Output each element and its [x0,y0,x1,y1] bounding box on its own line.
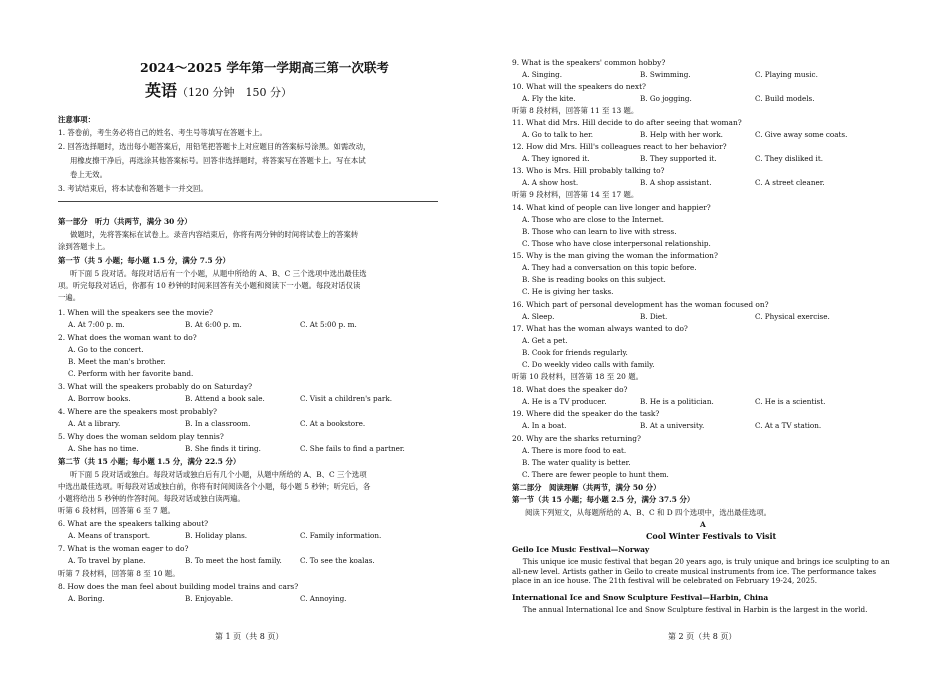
festival-title: Geilo Ice Music Festival—Norway [512,545,650,554]
festival-title: International Ice and Snow Sculpture Festival—Harbin, China [512,593,769,602]
part2-heading: 第二部分 阅读理解（共两节，满分 50 分） [512,483,661,492]
option-b: B. She finds it tiring. [185,444,261,453]
section2-intro: 小题将给出 5 秒钟的作答时间。每段对话或独白读两遍。 [58,494,245,503]
option-a: A. She has no time. [68,444,139,453]
question-stem: 13. Who is Mrs. Hill probably talking to? [512,166,665,175]
question-stem: 19. Where did the speaker do the task? [512,409,660,418]
question-stem: 3. What will the speakers probably do on Saturday? [58,382,253,391]
question-stem: 20. Why are the sharks returning? [512,434,641,443]
material-note: 听第 10 段材料，回答第 18 至 20 题。 [512,372,643,381]
option-b: B. Holiday plans. [185,531,248,540]
option-a: A. Singing. [522,70,563,79]
festival-text: This unique ice music festival that began 20 years ago, is truly unique and brings ice sculpting to an all-new level. Artists gather in Geilo to create musical instruments from ice. The performance takes place in an ice house. The 21th festival will be celebrated on February 19-24, 2025. [512,557,890,586]
question-stem: 1. When will the speakers see the movie? [58,308,213,317]
option-c: C. At a TV station. [755,421,822,430]
question-stem: 6. What are the speakers talking about? [58,519,209,528]
option-c: C. There are fewer people to hunt them. [522,470,669,479]
note-item: 用橡皮擦干净后，再选涂其他答案标号。回答非选择题时，将答案写在答题卡上。写在本试 [70,156,366,165]
question-stem: 10. What will the speakers do next? [512,82,646,91]
option-a: A. Borrow books. [68,394,131,403]
page-footer-2: 第 2 页（共 8 页） [668,632,737,641]
option-a: A. At 7:00 p. m. [68,320,125,329]
option-a: A. In a boat. [522,421,567,430]
option-a: A. Sleep. [522,312,555,321]
option-a: A. They ignored it. [522,154,590,163]
option-c: C. He is giving her tasks. [522,287,614,296]
option-b: B. Help with her work. [640,130,723,139]
option-a: A. At a library. [68,419,121,428]
option-b: B. To meet the host family. [185,556,282,565]
option-c: C. Playing music. [755,70,818,79]
option-a: A. Boring. [68,594,105,603]
option-b: B. Meet the man's brother. [68,357,166,366]
section1-intro: 项。听完每段对话后，你都有 10 秒钟的时间来回答有关小题和阅读下一小题。每段对话仅读 [58,281,361,290]
question-stem: 8. How does the man feel about building model trains and cars? [58,582,299,591]
option-a: A. They had a conversation on this topic before. [522,263,697,272]
option-a: A. Go to talk to her. [522,130,594,139]
section2-intro: 听下面 5 段对话或独白。每段对话或独白后有几个小题，从题中所给的 A、B、C 三个选项 [70,470,367,479]
option-b: B. She is reading books on this subject. [522,275,666,284]
option-a: A. Means of transport. [68,531,150,540]
question-stem: 12. How did Mrs. Hill's colleagues react to her behavior? [512,142,727,151]
question-stem: 9. What is the speakers' common hobby? [512,58,666,67]
material-note: 听第 9 段材料，回答第 14 至 17 题。 [512,190,639,199]
material-note: 听第 8 段材料，回答第 11 至 13 题。 [512,106,639,115]
option-b: B. In a classroom. [185,419,251,428]
passage-letter: A [700,520,706,529]
part2-intro: 阅读下列短文，从每题所给的 A、B、C 和 D 四个选项中，选出最佳选项。 [525,508,772,517]
option-a: A. Get a pet. [522,336,568,345]
option-a: A. To travel by plane. [68,556,146,565]
note-item: 1. 答卷前，考生务必将自己的姓名、考生号等填写在答题卡上。 [58,128,267,137]
note-item: 3. 考试结束后，将本试卷和答题卡一并交回。 [58,184,208,193]
divider [58,201,438,202]
note-item: 2. 回答选择题时，选出每小题答案后，用铅笔把答题卡上对应题目的答案标号涂黑。如需改动， [58,142,371,151]
question-stem: 18. What does the speaker do? [512,385,628,394]
subject-name: 英语 [145,81,178,100]
part1-intro: 涂到答题卡上。 [58,242,110,251]
option-c: C. At 5:00 p. m. [300,320,357,329]
option-c: C. They disliked it. [755,154,823,163]
exam-title: 2024～2025 学年第一学期高三第一次联考 [140,60,389,75]
option-b: B. He is a politician. [640,397,714,406]
option-c: C. Build models. [755,94,815,103]
option-a: A. He is a TV producer. [522,397,607,406]
section1-heading: 第一节（共 5 小题；每小题 1.5 分，满分 7.5 分） [58,256,230,265]
option-a: A. Fly the kite. [522,94,576,103]
option-c: C. Family information. [300,531,382,540]
option-b: B. At a university. [640,421,705,430]
part2-section1-heading: 第一节（共 15 小题；每小题 2.5 分，满分 37.5 分） [512,495,695,504]
option-c: C. Perform with her favorite band. [68,369,194,378]
option-b: B. Swimming. [640,70,691,79]
section2-intro: 中选出最佳选项。听每段对话或独白前，你将有时间阅读各个小题，每小题 5 秒钟；听完后，各 [58,482,371,491]
section1-intro: 听下面 5 段对话。每段对话后有一个小题，从题中所给的 A、B、C 三个选项中选出最佳选 [70,269,367,278]
option-b: B. Cook for friends regularly. [522,348,628,357]
option-b: B. They supported it. [640,154,717,163]
passage-title: Cool Winter Festivals to Visit [646,531,777,541]
section2-heading: 第二节（共 15 小题；每小题 1.5 分，满分 22.5 分） [58,457,241,466]
page-footer-1: 第 1 页（共 8 页） [215,632,284,641]
option-c: C. Visit a children's park. [300,394,392,403]
option-c: C. Do weekly video calls with family. [522,360,655,369]
option-a: A. Go to the concert. [68,345,144,354]
festival-text: The annual International Ice and Snow Sculpture festival in Harbin is the largest in the world. [522,605,868,614]
option-c: C. Those who have close interpersonal relationship. [522,239,711,248]
option-c: C. At a bookstore. [300,419,366,428]
question-stem: 7. What is the woman eager to do? [58,544,189,553]
option-b: B. A shop assistant. [640,178,712,187]
subject-title [145,78,292,101]
question-stem: 11. What did Mrs. Hill decide to do after seeing that woman? [512,118,742,127]
option-b: B. The water quality is better. [522,458,631,467]
option-b: B. Enjoyable. [185,594,234,603]
option-b: B. Go jogging. [640,94,692,103]
question-stem: 16. Which part of personal development has the woman focused on? [512,300,769,309]
question-stem: 2. What does the woman want to do? [58,333,197,342]
question-stem: 4. Where are the speakers most probably? [58,407,217,416]
option-a: A. A show host. [522,178,579,187]
part1-intro: 做题时，先将答案标在试卷上。录音内容结束后，你将有两分钟的时间将试卷上的答案转 [70,230,359,239]
option-c: C. A street cleaner. [755,178,825,187]
subject-meta: （120 分钟 150 分） [177,86,292,99]
question-stem: 17. What has the woman always wanted to do? [512,324,688,333]
option-c: C. Physical exercise. [755,312,830,321]
part1-heading: 第一部分 听力（共两节，满分 30 分） [58,217,192,226]
option-a: A. There is more food to eat. [522,446,627,455]
option-b: B. Attend a book sale. [185,394,265,403]
material-note: 听第 7 段材料，回答第 8 至 10 题。 [58,569,180,578]
option-b: B. At 6:00 p. m. [185,320,242,329]
option-c: C. To see the koalas. [300,556,375,565]
option-a: A. Those who are close to the Internet. [522,215,664,224]
option-c: C. Annoying. [300,594,347,603]
option-b: B. Diet. [640,312,668,321]
question-stem: 5. Why does the woman seldom play tennis? [58,432,224,441]
note-item: 卷上无效。 [70,170,107,179]
section1-intro: 一遍。 [58,293,81,302]
question-stem: 15. Why is the man giving the woman the information? [512,251,718,260]
material-note: 听第 6 段材料，回答第 6 至 7 题。 [58,506,175,515]
option-c: C. Give away some coats. [755,130,848,139]
option-c: C. He is a scientist. [755,397,826,406]
option-b: B. Those who can learn to live with stress. [522,227,677,236]
question-stem: 14. What kind of people can live longer and happier? [512,203,711,212]
notes-heading: 注意事项： [58,115,95,124]
option-c: C. She fails to find a partner. [300,444,405,453]
